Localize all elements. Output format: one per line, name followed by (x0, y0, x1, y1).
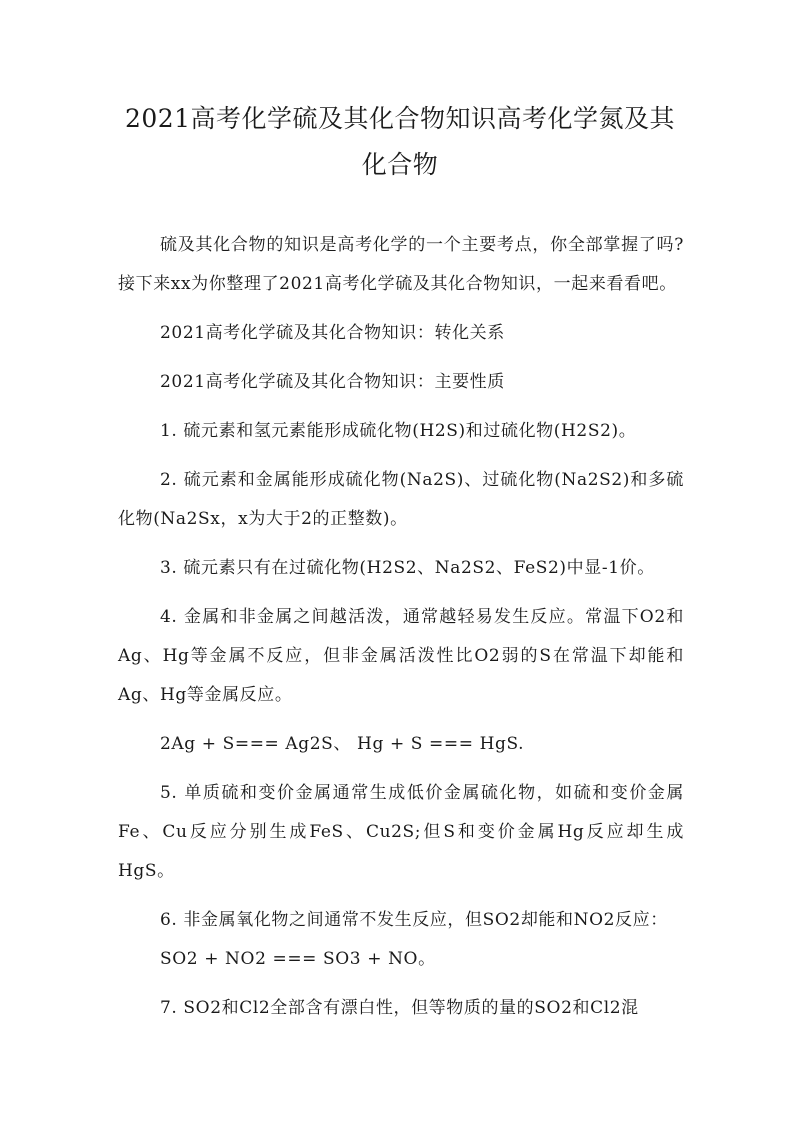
intro-paragraph: 硫及其化合物的知识是高考化学的一个主要考点，你全部掌握了吗?接下来xx为你整理了2021高考化学硫及其化合物知识，一起来看看吧。 (118, 235, 684, 294)
section-heading-properties: 2021高考化学硫及其化合物知识：主要性质 (160, 372, 505, 392)
equation-line-2: SO2 + NO2 === SO3 + NO。 (160, 949, 436, 969)
list-item-6: 6. 非金属氧化物之间通常不发生反应，但SO2却能和NO2反应： (160, 910, 668, 930)
page-title: 2021高考化学硫及其化合物知识高考化学氮及其化合物 (124, 104, 676, 179)
section-heading-conversion: 2021高考化学硫及其化合物知识：转化关系 (160, 323, 505, 343)
list-item-7: 7. SO2和Cl2全部含有漂白性，但等物质的量的SO2和Cl2混 (160, 998, 639, 1018)
list-item-2: 2. 硫元素和金属能形成硫化物(Na2S)、过硫化物(Na2S2)和多硫化物(Na2Sx，x为大于2的正整数)。 (118, 470, 684, 529)
list-item-4: 4. 金属和非金属之间越活泼，通常越轻易发生反应。常温下O2和Ag、Hg等金属不反应，但非金属活泼性比O2弱的S在常温下却能和Ag、Hg等金属反应。 (118, 607, 684, 705)
list-item-3: 3. 硫元素只有在过硫化物(H2S2、Na2S2、FeS2)中显-1价。 (160, 558, 655, 578)
list-item-5: 5. 单质硫和变价金属通常生成低价金属硫化物，如硫和变价金属Fe、Cu反应分别生成FeS、Cu2S;但S和变价金属Hg反应却生成HgS。 (118, 783, 684, 881)
equation-line-1: 2Ag + S=== Ag2S、 Hg + S === HgS. (160, 734, 525, 754)
document-body (118, 226, 684, 1028)
list-item-1: 1. 硫元素和氢元素能形成硫化物(H2S)和过硫化物(H2S2)。 (160, 421, 637, 441)
